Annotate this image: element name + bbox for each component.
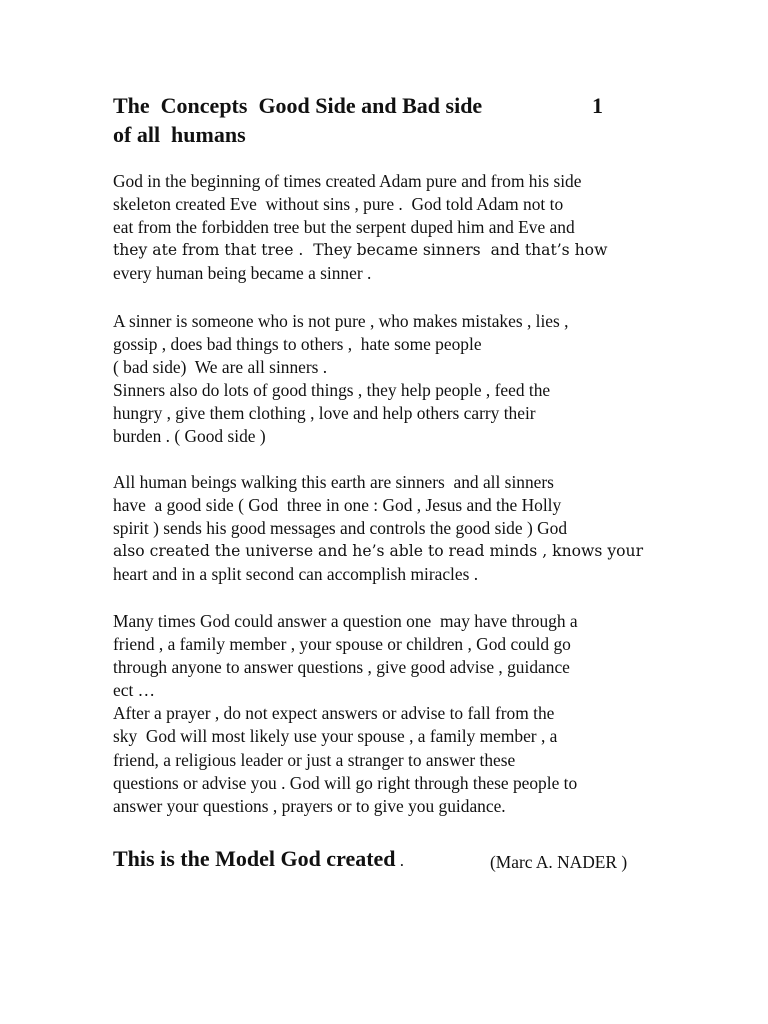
text-line: they ate from that tree . They became sinners and that’s how [113, 241, 608, 260]
text-line: every human being became a sinner . [113, 263, 372, 284]
text-line: burden . ( Good side ) [113, 426, 266, 447]
text-line: hungry , give them clothing , love and help others carry their [113, 403, 536, 424]
text-line: have a good side ( God three in one : God , Jesus and the Holly [113, 495, 562, 516]
text-line: All human beings walking this earth are sinners and all sinners [113, 472, 554, 492]
page-number: 1 [592, 93, 603, 118]
text-line: sky God will most likely use your spouse , a family member , a [113, 726, 558, 747]
text-line: Many times God could answer a question one may have through a [113, 611, 578, 631]
paragraph-2 [113, 310, 673, 449]
text-line: friend, a religious leader or just a stranger to answer these [113, 749, 516, 770]
text-line: friend , a family member , your spouse or children , God could go [113, 634, 571, 655]
text-line: also created the universe and he’s able to read minds , knows your [113, 542, 644, 561]
text-line: answer your questions , prayers or to give you guidance. [113, 795, 506, 816]
text-line: ect … [113, 680, 156, 701]
text-line: questions or advise you . God will go right through these people to [113, 772, 578, 793]
text-line: skeleton created Eve without sins , pure . God told Adam not to [113, 194, 564, 215]
text-line: Sinners also do lots of good things , they help people , feed the [113, 380, 551, 401]
text-line: eat from the forbidden tree but the serpent duped him and Eve and [113, 217, 575, 238]
author-signature: (Marc A. NADER ) [490, 852, 628, 872]
closing-punctuation: . [395, 851, 405, 870]
paragraph-4 [113, 610, 673, 818]
text-line: heart and in a split second can accomplish miracles . [113, 564, 479, 585]
text-line: through anyone to answer questions , give good advise , guidance [113, 657, 570, 678]
document-title-line-2: of all humans [113, 122, 246, 147]
text-line: After a prayer , do not expect answers or advise to fall from the [113, 703, 555, 724]
text-line: A sinner is someone who is not pure , who makes mistakes , lies , [113, 311, 569, 331]
document-title-line-1: The Concepts Good Side and Bad side [113, 93, 483, 118]
text-line: ( bad side) We are all sinners . [113, 357, 328, 378]
closing-statement [113, 846, 404, 872]
closing-statement-text: This is the Model God created [113, 846, 396, 871]
text-line: God in the beginning of times created Adam pure and from his side [113, 171, 582, 191]
paragraph-3 [113, 471, 673, 586]
text-line: spirit ) sends his good messages and controls the good side ) God [113, 518, 568, 539]
paragraph-1 [113, 170, 673, 285]
text-line: gossip , does bad things to others , hate some people [113, 334, 482, 355]
